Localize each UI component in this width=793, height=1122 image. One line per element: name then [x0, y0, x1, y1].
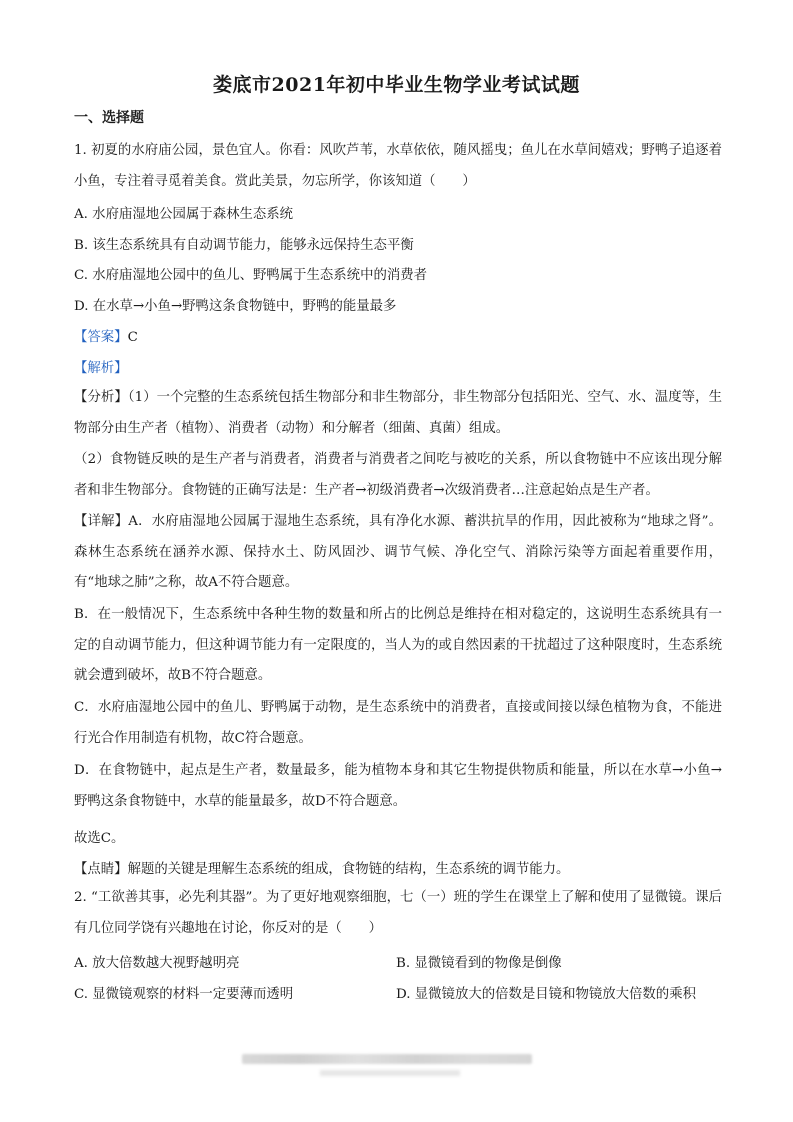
- question-1-option-c: C. 水府庙湿地公园中的鱼儿、野鸭属于生态系统中的消费者: [74, 268, 428, 283]
- question-2-option-a: A. 放大倍数越大视野越明亮: [74, 956, 240, 971]
- dianjing-text: 解题的关键是理解生态系统的组成，食物链的结构，生态系统的调节能力。: [127, 862, 570, 877]
- xiangjie-paragraph-d: D．在食物链中，起点是生产者，数量最多，能为植物本身和其它生物提供物质和能量，所以在水草→小鱼→野鸭这条食物链中，水草的能量最多，故D不符合题意。: [74, 763, 722, 809]
- answer-value: C: [127, 330, 138, 345]
- page-title: 娄底市2021年初中毕业生物学业考试试题: [213, 74, 580, 96]
- blurred-footer: [242, 1054, 532, 1064]
- analysis-line: [74, 357, 722, 376]
- xiangjie-paragraph-b: B．在一般情况下，生态系统中各种生物的数量和所占的比例总是维持在相对稳定的，这说明生态系统具有一定的自动调节能力，但这种调节能力有一定限度的，当人为的或自然因素的干扰超过了这种限度时，生态系统就会遭到破坏，故B不符合题意。: [74, 607, 722, 683]
- fenxi-paragraph-1: [74, 383, 722, 444]
- fenxi-tag: 【分析】: [74, 390, 128, 405]
- answer-line: [74, 326, 722, 345]
- question-2-stem: 2. “工欲善其事，必先利其器”。为了更好地观察细胞，七（一）班的学生在课堂上了解和使用了显微镜。课后有几位同学饶有兴趣地在讨论，你反对的是（ ）: [74, 890, 722, 936]
- xiangjie-text-a: A．水府庙湿地公园属于湿地生态系统，具有净化水源、蓄洪抗旱的作用，因此被称为“地球之肾”。森林生态系统在涵养水源、保持水土、防风固沙、调节气候、净化空气、消除污染等方面起着重要作用，有“地球之肺”之称，故A不符合题意。: [74, 514, 723, 590]
- question-1-option-b: B. 该生态系统具有自动调节能力，能够永远保持生态平衡: [74, 238, 414, 253]
- section-heading: 一、选择题: [74, 110, 144, 126]
- question-1-option-d: D. 在水草→小鱼→野鸭这条食物链中，野鸭的能量最多: [74, 299, 397, 314]
- question-2-option-d: D. 显微镜放大的倍数是目镜和物镜放大倍数的乘积: [396, 987, 696, 1002]
- dianjing-tag: 【点睛】: [74, 862, 128, 877]
- dianjing-line: [74, 858, 722, 877]
- analysis-tag: 【解析】: [74, 361, 128, 376]
- xiangjie-paragraph-a: [74, 507, 722, 599]
- xiangjie-paragraph-c: C．水府庙湿地公园中的鱼儿、野鸭属于动物，是生态系统中的消费者，直接或间接以绿色植物为食，不能进行光合作用制造有机物，故C符合题意。: [74, 700, 722, 746]
- question-2-option-c: C. 显微镜观察的材料一定要薄而透明: [74, 987, 294, 1002]
- fenxi-paragraph-2: （2）食物链反映的是生产者与消费者，消费者与消费者之间吃与被吃的关系，所以食物链中不应该出现分解者和非生物部分。食物链的正确写法是：生产者→初级消费者→次级消费者…注意起始点是生产者。: [74, 452, 722, 498]
- answer-tag: 【答案】: [74, 330, 128, 345]
- conclusion-line: 故选C。: [74, 831, 125, 846]
- question-1-option-a: A. 水府庙湿地公园属于森林生态系统: [74, 207, 294, 222]
- question-2-option-b: B. 显微镜看到的物像是倒像: [396, 956, 562, 971]
- fenxi-text-1: （1）一个完整的生态系统包括生物部分和非生物部分，非生物部分包括阳光、空气、水、温度等，生物部分由生产者（植物）、消费者（动物）和分解者（细菌、真菌）组成。: [74, 390, 722, 436]
- blurred-footer-sub: [320, 1070, 460, 1076]
- question-1-stem: 1. 初夏的水府庙公园，景色宜人。你看：风吹芦苇，水草依依，随风摇曳；鱼儿在水草间嬉戏；野鸭子追逐着小鱼，专注着寻觅着美食。赏此美景，勿忘所学，你该知道（ ）: [74, 143, 722, 189]
- xiangjie-tag: 【详解】: [74, 514, 129, 529]
